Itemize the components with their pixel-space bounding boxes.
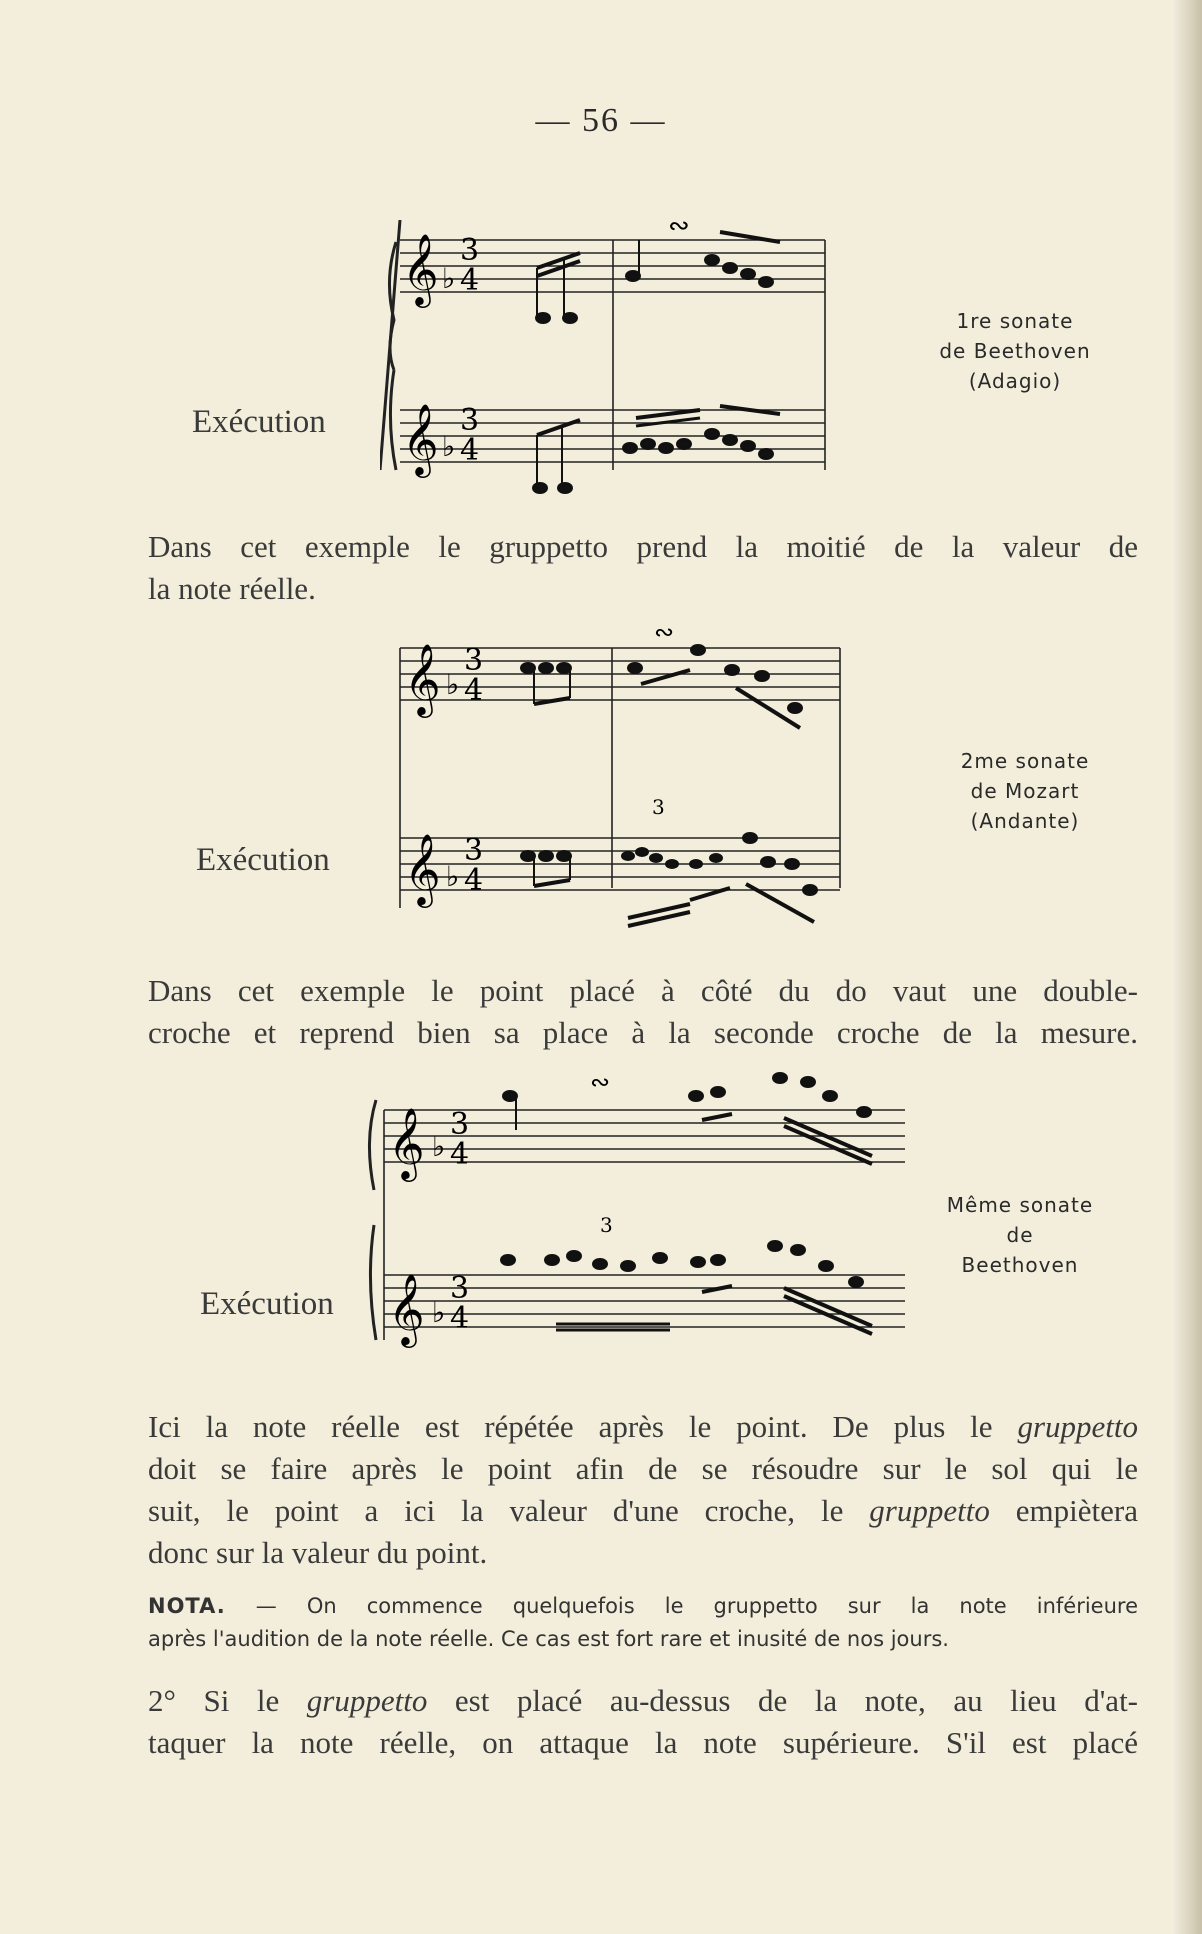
svg-text:3: 3 [460, 233, 480, 268]
paragraph-3: Ici la note réelle est répétée après le point. De plus le gruppetto doit se faire après le point afin de se résoudre sur le sol qui le suit, le point a ici la valeur d'une croche, le gruppetto empiètera donc sur la valeur du point. [148, 1409, 1138, 1570]
source-label-3: Même sonate de Beethoven [946, 1193, 1094, 1277]
paragraph-1: Dans cet exemple le gruppetto prend la moitié de la valeur de la note réelle. [148, 529, 1138, 606]
treble-clef-icon: 𝄞 [404, 642, 441, 715]
svg-text:♭: ♭ [432, 1296, 446, 1329]
source-label-1: 1re sonate de Beethoven (Adagio) [939, 309, 1091, 393]
svg-text:4: 4 [460, 263, 480, 298]
nota-label: NOTA. [148, 1594, 226, 1618]
treble-clef-icon: 𝄞 [402, 232, 439, 305]
svg-text:♭: ♭ [442, 430, 456, 463]
svg-text:4: 4 [460, 433, 480, 468]
svg-text:4: 4 [464, 863, 484, 898]
svg-text:4: 4 [464, 673, 484, 708]
music-example-2 [390, 628, 850, 933]
execution-label-2: Exécution [196, 842, 330, 878]
svg-text:♭: ♭ [442, 262, 456, 295]
turn-icon: ∾ [590, 1068, 611, 1096]
svg-text:4: 4 [450, 1137, 470, 1172]
execution-label-3: Exécution [200, 1286, 334, 1322]
score-example-3 [360, 1060, 920, 1360]
treble-clef-icon: 𝄞 [402, 402, 439, 475]
music-example-3 [360, 1060, 920, 1360]
score-example-2 [390, 628, 850, 933]
page-number: — 56 — [535, 102, 667, 139]
treble-clef-icon: 𝄞 [404, 832, 441, 905]
paragraph-4: 2° Si le gruppetto est placé au-dessus de la note, au lieu d'at- taquer la note réelle, on attaque la note supérieure. S'il est placé [148, 1683, 1139, 1760]
svg-text:4: 4 [450, 1301, 470, 1336]
svg-text:♭: ♭ [446, 860, 460, 893]
paragraph-2: Dans cet exemple le point placé à côté du do vaut une double- croche et reprend bien sa place à la seconde croche de la mesure. [148, 973, 1138, 1050]
turn-icon: ∾ [654, 628, 675, 646]
svg-text:3: 3 [460, 403, 480, 438]
svg-text:3: 3 [464, 643, 484, 678]
svg-text:3: 3 [450, 1107, 470, 1142]
triplet-mark: 3 [652, 795, 665, 819]
music-example-1 [380, 220, 840, 495]
triplet-mark: 3 [600, 1213, 613, 1237]
svg-text:3: 3 [450, 1271, 470, 1306]
source-label-2: 2me sonate de Mozart (Andante) [960, 749, 1090, 833]
score-example-1 [380, 220, 840, 495]
svg-text:♭: ♭ [432, 1130, 446, 1163]
page-edge [1174, 0, 1202, 1934]
execution-label-1: Exécution [192, 404, 326, 440]
turn-icon: ∾ [668, 220, 690, 241]
treble-clef-icon: 𝄞 [388, 1106, 425, 1179]
svg-text:3: 3 [464, 833, 484, 868]
nota-paragraph: NOTA. — On commence quelquefois le gruppetto sur la note inférieure après l'audition de la note réelle. Ce cas est fort rare et inusité de nos jours. [148, 1594, 1138, 1651]
svg-text:♭: ♭ [446, 668, 460, 701]
treble-clef-icon: 𝄞 [388, 1272, 425, 1345]
